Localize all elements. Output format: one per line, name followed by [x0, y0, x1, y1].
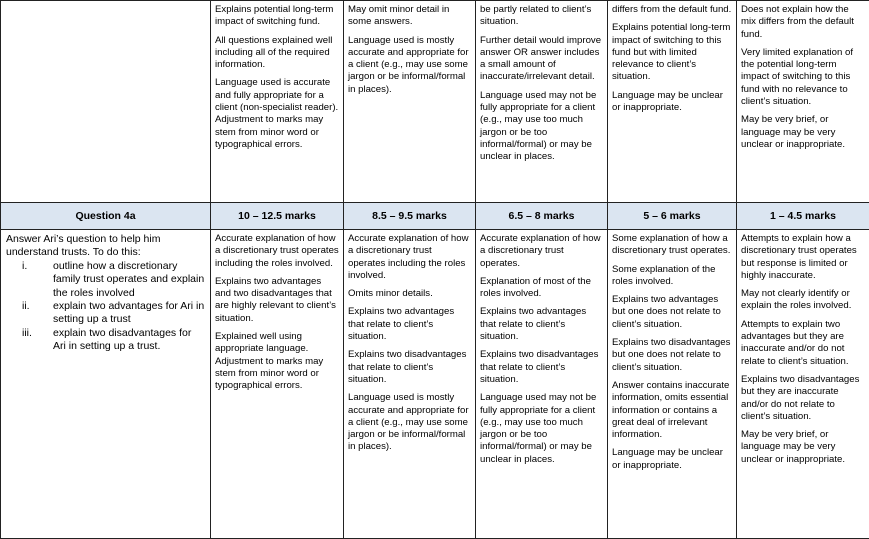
criteria-text: Explanation of most of the roles involved. [480, 275, 591, 300]
criteria-cell-5-6 [608, 230, 737, 539]
criteria-text: Accurate explanation of how a discretionary trust operates including the roles involved. [215, 233, 339, 269]
criteria-text: Language may be unclear or inappropriate. [612, 447, 723, 471]
criteria-text: Some explanation of the roles involved. [612, 263, 716, 287]
criteria-text: May not clearly identify or explain the roles involved. [741, 288, 852, 312]
criteria-text: Explained well using appropriate language. Adjustment to marks may stem from minor word or typographical errors. [215, 331, 324, 392]
criteria-text: Language may be unclear or inappropriate. [612, 89, 723, 114]
criteria-cell-band-3 [476, 1, 608, 203]
mark-band-heading-1: 10 – 12.5 marks [211, 203, 344, 230]
criteria-text: Explains two advantages and two disadvantages that are highly relevant to client’s situation. [215, 275, 336, 324]
task-number: iii. [22, 326, 32, 339]
question-header-row [1, 203, 869, 230]
criteria-text: All questions explained well including all of the required information. [215, 34, 333, 71]
criteria-text: Answer contains inaccurate information, omits essential information or contains a great deal of irrelevant information. [612, 379, 730, 441]
criteria-text: Language used is mostly accurate and appropriate for a client (e.g., may use some jargon or be informal/formal in places). [348, 34, 469, 95]
criteria-text: Explains two disadvantages but one does not relate to client’s situation. [612, 337, 731, 373]
criteria-text: Accurate explanation of how a discretionary trust operates including the roles involved. [348, 233, 469, 281]
criteria-text: May omit minor detail in some answers. [348, 4, 450, 28]
question-4a-criteria-row [1, 230, 869, 539]
mark-band-heading-2: 8.5 – 9.5 marks [344, 203, 476, 230]
criteria-text: May be very brief, or language may be very unclear or inappropriate. [741, 114, 845, 150]
criteria-text: Explains potential long-term impact of switching to this fund but with limited relevance to client’s situation. [612, 22, 731, 83]
criteria-text: Some explanation of how a discretionary trust operates. [612, 233, 731, 257]
criteria-text: Explains two advantages that relate to client’s situation. [480, 306, 587, 343]
criteria-text: Does not explain how the mix differs from the default fund. [741, 4, 854, 40]
criteria-text: Attempts to explain how a discretionary trust operates but response is limited or highly inaccurate. [741, 233, 857, 281]
task-item [6, 260, 206, 300]
criteria-text: Language used may not be fully appropriate for a client (e.g., may use too much jargon or be too informal/formal) or may be unclear in places. [480, 392, 597, 465]
criteria-text: Omits minor details. [348, 288, 433, 300]
criteria-cell-band-2 [344, 1, 476, 203]
criteria-cell-6.5-8 [476, 230, 608, 539]
criteria-text: Attempts to explain two advantages but they are inaccurate and/or do not relate to client’s situation. [741, 318, 849, 367]
criteria-cell-8.5-9.5 [344, 230, 476, 539]
task-item [6, 300, 206, 327]
task-number: i. [22, 259, 28, 272]
task-text: outline how a discretionary family trust operates and explain the roles involved [53, 259, 205, 299]
criteria-text: Explains potential long-term impact of switching fund. [215, 4, 334, 28]
criteria-text: Explains two advantages but one does not relate to client’s situation. [612, 294, 721, 330]
criteria-text: Further detail would improve answer OR answer includes a small amount of inaccurate/irrelevant detail. [480, 34, 602, 83]
criteria-text: Accurate explanation of how a discretionary trust operates. [480, 233, 601, 269]
criteria-text: Language used may not be fully appropriate for a client (e.g., may use too much jargon or be too informal/formal) or may be unclear in places. [480, 89, 597, 163]
criteria-cell-10-12.5 [211, 230, 344, 539]
mark-band-heading-4: 5 – 6 marks [608, 203, 737, 230]
previous-question-cell [1, 1, 211, 203]
question-4a-prompt [1, 230, 211, 539]
task-item [6, 327, 206, 354]
criteria-text: Explains two disadvantages but they are inaccurate and/or do not relate to client’s situation. [741, 373, 860, 422]
criteria-text: be partly related to client’s situation. [480, 4, 592, 28]
task-text: explain two disadvantages for Ari in setting up a trust. [53, 326, 192, 353]
criteria-cell-1-4.5 [737, 230, 869, 539]
criteria-cell-band-1 [211, 1, 344, 203]
criteria-text: Explains two advantages that relate to client’s situation. [348, 306, 455, 343]
criteria-text: Explains two disadvantages that relate to client’s situation. [480, 349, 599, 385]
criteria-text: Very limited explanation of the potential long-term impact of switching to this fund with no relevance to client’s situation. [741, 46, 853, 108]
criteria-cell-band-5 [737, 1, 869, 203]
task-list [6, 260, 206, 354]
mark-band-heading-3: 6.5 – 8 marks [476, 203, 608, 230]
previous-question-criteria-row [1, 1, 869, 203]
question-intro: Answer Ari’s question to help him understand trusts. To do this: [6, 233, 161, 259]
criteria-text: May be very brief, or language may be very unclear or inappropriate. [741, 429, 845, 465]
criteria-text: Language used is accurate and fully appropriate for a client (non-specialist reader). Adjustment to marks may stem from minor word or typographical errors. [215, 77, 339, 150]
criteria-text: Explains two disadvantages that relate to client’s situation. [348, 349, 467, 385]
criteria-text: Language used is mostly accurate and appropriate for a client (e.g., may use some jargon or be informal/formal in places). [348, 392, 469, 453]
task-text: explain two advantages for Ari in setting up a trust [53, 300, 205, 326]
criteria-text: differs from the default fund. [612, 4, 732, 15]
question-heading: Question 4a [1, 203, 211, 230]
mark-band-heading-5: 1 – 4.5 marks [737, 203, 869, 230]
criteria-cell-band-4 [608, 1, 737, 203]
task-number: ii. [22, 300, 30, 313]
